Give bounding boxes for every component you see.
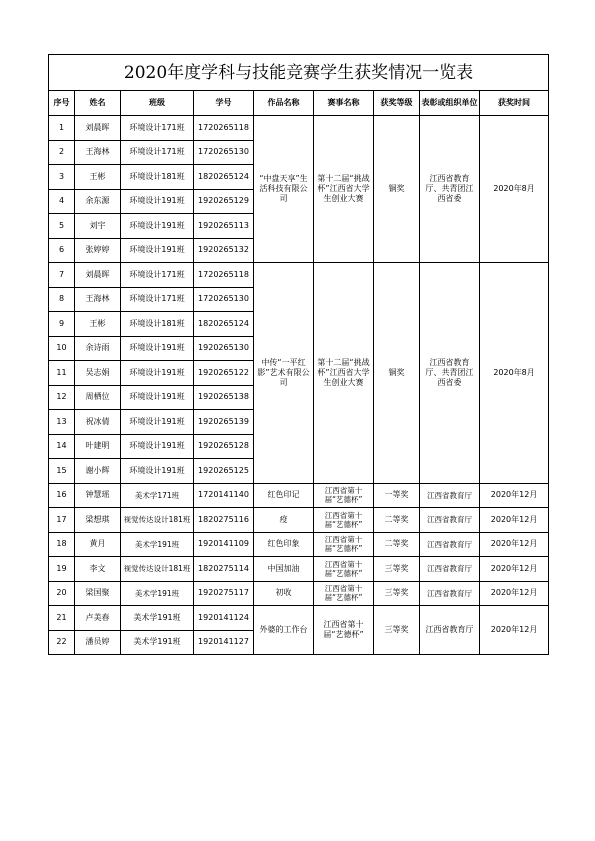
row-number-cell: 21 [49,606,75,631]
class-cell: 环境设计191班 [121,410,194,435]
name-cell: 余东源 [75,189,121,214]
row-number-cell: 6 [49,238,75,263]
student-id-cell: 1720265118 [194,263,254,288]
work-name-cell: 中传“一平红影”艺术有限公司 [254,263,314,484]
name-cell: 刘晨晖 [75,263,121,288]
row-number-cell: 2 [49,140,75,165]
student-id-cell: 1920265129 [194,189,254,214]
row-number-cell: 16 [49,483,75,508]
table-row [49,532,549,557]
table-row [49,116,549,141]
work-name-cell: 初收 [254,581,314,606]
organizer-cell: 江西省教育厅 [420,483,480,508]
student-id-cell: 1920141109 [194,532,254,557]
work-name-cell: 外婆的工作台 [254,606,314,655]
name-cell: 王海林 [75,140,121,165]
column-header: 学号 [194,91,254,116]
name-cell: 叶建明 [75,434,121,459]
award-time-cell: 2020年12月 [480,508,549,533]
table-row [49,508,549,533]
student-id-cell: 1720265118 [194,116,254,141]
work-name-cell: “中盘天享”生活科技有限公司 [254,116,314,263]
student-id-cell: 1920265122 [194,361,254,386]
award-time-cell: 2020年8月 [480,263,549,484]
organizer-cell: 江西省教育厅 [420,606,480,655]
table-row [49,606,549,631]
name-cell: 张婷婷 [75,238,121,263]
class-cell: 环境设计191班 [121,238,194,263]
award-level-cell: 二等奖 [374,532,420,557]
class-cell: 环境设计181班 [121,165,194,190]
class-cell: 美术学191班 [121,581,194,606]
row-number-cell: 19 [49,557,75,582]
organizer-cell: 江西省教育厅 [420,557,480,582]
student-id-cell: 1920265128 [194,434,254,459]
class-cell: 环境设计191班 [121,189,194,214]
class-cell: 环境设计171班 [121,116,194,141]
name-cell: 吴志娟 [75,361,121,386]
event-name-cell: 江西省第十届“艺德杯” [314,606,374,655]
organizer-cell: 江西省教育厅 [420,508,480,533]
award-time-cell: 2020年8月 [480,116,549,263]
table-row [49,263,549,288]
name-cell: 余诗雨 [75,336,121,361]
student-id-cell: 1920141124 [194,606,254,631]
name-cell: 刘晨晖 [75,116,121,141]
event-name-cell: 江西省第十届“艺德杯” [314,532,374,557]
name-cell: 黄月 [75,532,121,557]
name-cell: 王彬 [75,312,121,337]
row-number-cell: 11 [49,361,75,386]
column-header: 作品名称 [254,91,314,116]
name-cell: 刘宇 [75,214,121,239]
row-number-cell: 12 [49,385,75,410]
row-number-cell: 22 [49,630,75,655]
award-level-cell: 一等奖 [374,483,420,508]
row-number-cell: 18 [49,532,75,557]
name-cell: 王海林 [75,287,121,312]
name-cell: 祝冰倩 [75,410,121,435]
name-cell: 钟慧瑶 [75,483,121,508]
award-time-cell: 2020年12月 [480,557,549,582]
student-id-cell: 1920141127 [194,630,254,655]
row-number-cell: 13 [49,410,75,435]
column-header: 赛事名称 [314,91,374,116]
class-cell: 美术学191班 [121,630,194,655]
award-time-cell: 2020年12月 [480,532,549,557]
event-name-cell: 江西省第十届“艺德杯” [314,557,374,582]
class-cell: 环境设计191班 [121,214,194,239]
student-id-cell: 1920265139 [194,410,254,435]
event-name-cell: 第十二届“挑战杯”江西省大学生创业大赛 [314,263,374,484]
award-level-cell: 三等奖 [374,581,420,606]
work-name-cell: 红色印象 [254,532,314,557]
name-cell: 梁国聚 [75,581,121,606]
row-number-cell: 5 [49,214,75,239]
row-number-cell: 3 [49,165,75,190]
student-id-cell: 1820275116 [194,508,254,533]
awards-table [48,54,549,655]
student-id-cell: 1920265132 [194,238,254,263]
row-number-cell: 8 [49,287,75,312]
class-cell: 环境设计171班 [121,140,194,165]
column-header: 姓名 [75,91,121,116]
class-cell: 环境设计191班 [121,336,194,361]
column-header: 班级 [121,91,194,116]
class-cell: 美术学191班 [121,606,194,631]
table-row [49,557,549,582]
row-number-cell: 17 [49,508,75,533]
name-cell: 谢小辉 [75,459,121,484]
organizer-cell: 江西省教育厅、共青团江西省委 [420,116,480,263]
award-time-cell: 2020年12月 [480,581,549,606]
student-id-cell: 1720265130 [194,140,254,165]
event-name-cell: 第十二届“挑战杯”江西省大学生创业大赛 [314,116,374,263]
award-level-cell: 铜奖 [374,116,420,263]
name-cell: 王彬 [75,165,121,190]
student-id-cell: 1920265113 [194,214,254,239]
student-id-cell: 1720265130 [194,287,254,312]
class-cell: 环境设计181班 [121,312,194,337]
organizer-cell: 江西省教育厅 [420,532,480,557]
award-time-cell: 2020年12月 [480,483,549,508]
work-name-cell: 疫 [254,508,314,533]
class-cell: 环境设计191班 [121,361,194,386]
class-cell: 美术学171班 [121,483,194,508]
row-number-cell: 14 [49,434,75,459]
student-id-cell: 1920265125 [194,459,254,484]
class-cell: 视觉传达设计181班 [121,508,194,533]
column-header: 表彰或组织单位 [420,91,480,116]
name-cell: 卢美春 [75,606,121,631]
student-id-cell: 1920275117 [194,581,254,606]
student-id-cell: 1820265124 [194,165,254,190]
event-name-cell: 江西省第十届“艺德杯” [314,508,374,533]
organizer-cell: 江西省教育厅、共青团江西省委 [420,263,480,484]
award-time-cell: 2020年12月 [480,606,549,655]
name-cell: 李文 [75,557,121,582]
row-number-cell: 7 [49,263,75,288]
award-level-cell: 铜奖 [374,263,420,484]
award-level-cell: 三等奖 [374,606,420,655]
class-cell: 环境设计191班 [121,434,194,459]
row-number-cell: 1 [49,116,75,141]
row-number-cell: 15 [49,459,75,484]
class-cell: 环境设计171班 [121,263,194,288]
column-header: 获奖时间 [480,91,549,116]
column-header: 序号 [49,91,75,116]
class-cell: 环境设计191班 [121,385,194,410]
name-cell: 梁想琪 [75,508,121,533]
row-number-cell: 20 [49,581,75,606]
name-cell: 周栖位 [75,385,121,410]
student-id-cell: 1820275114 [194,557,254,582]
event-name-cell: 江西省第十届“艺德杯” [314,581,374,606]
row-number-cell: 9 [49,312,75,337]
student-id-cell: 1920265138 [194,385,254,410]
event-name-cell: 江西省第十届“艺德杯” [314,483,374,508]
table-row [49,483,549,508]
award-level-cell: 二等奖 [374,508,420,533]
class-cell: 视觉传达设计181班 [121,557,194,582]
class-cell: 环境设计171班 [121,287,194,312]
organizer-cell: 江西省教育厅 [420,581,480,606]
row-number-cell: 10 [49,336,75,361]
class-cell: 环境设计191班 [121,459,194,484]
student-id-cell: 1920265130 [194,336,254,361]
work-name-cell: 红色印记 [254,483,314,508]
page-title: 2020年度学科与技能竞赛学生获奖情况一览表 [49,55,549,91]
student-id-cell: 1820265124 [194,312,254,337]
name-cell: 潘员婷 [75,630,121,655]
work-name-cell: 中国加油 [254,557,314,582]
column-header: 获奖等级 [374,91,420,116]
student-id-cell: 1720141140 [194,483,254,508]
class-cell: 美术学191班 [121,532,194,557]
table-row [49,581,549,606]
award-level-cell: 三等奖 [374,557,420,582]
row-number-cell: 4 [49,189,75,214]
